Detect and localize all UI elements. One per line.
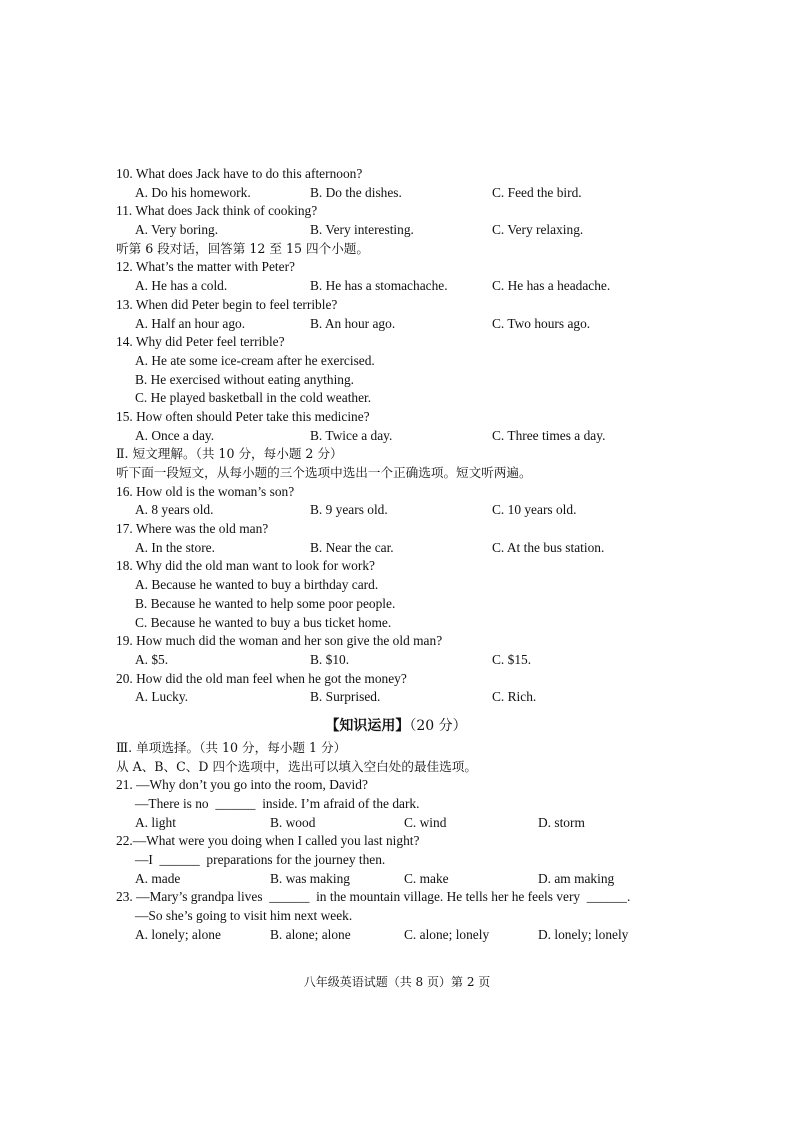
section-title-label: 【知识运用】 [325, 717, 410, 734]
section-score: （20 分） [409, 717, 467, 734]
question-stem: 19. How much did the woman and her son give the old man? [116, 633, 443, 649]
question-stem: 11. What does Jack think of cooking? [116, 203, 318, 219]
options-row [116, 315, 676, 334]
question-stem: 21. —Why don’t you go into the room, David? [116, 777, 368, 793]
option-c: C. Rich. [492, 689, 537, 705]
option-b: B. Surprised. [310, 689, 381, 705]
question-stem: 12. What’s the matter with Peter? [116, 259, 295, 275]
options-row [116, 501, 676, 520]
question-stem: 14. Why did Peter feel terrible? [116, 334, 285, 350]
option-c: C. Three times a day. [492, 427, 606, 443]
option-a: A. $5. [135, 651, 169, 667]
section-instruction: 听下面一段短文，从每小题的三个选项中选出一个正确选项。短文听两遍。 [116, 465, 532, 480]
question-stem: 20. How did the old man feel when he got the money? [116, 670, 407, 686]
options-row [116, 926, 676, 945]
option-a: A. Do his homework. [135, 184, 251, 200]
option-c: C. wind [404, 814, 447, 830]
option-a: A. lonely; alone [135, 926, 221, 942]
exam-page [116, 165, 676, 945]
option-b: B. Do the dishes. [310, 184, 402, 200]
option-b: B. $10. [310, 651, 350, 667]
question-stem: 17. Where was the old man? [116, 521, 269, 537]
option-a: A. Half an hour ago. [135, 315, 246, 331]
question-stem: 13. When did Peter begin to feel terrible? [116, 296, 338, 312]
section-title [116, 713, 676, 739]
option-c: C. make [404, 870, 449, 886]
section-heading: Ⅱ. 短文理解。（共 10 分，每小题 2 分） [116, 446, 343, 462]
option-b: B. He exercised without eating anything. [135, 371, 355, 387]
page-footer: 八年级英语试题（共 8 页）第 2 页 [303, 975, 491, 989]
option-c: C. At the bus station. [492, 539, 605, 555]
section-instruction: 从 A、B、C、D 四个选项中，选出可以填入空白处的最佳选项。 [116, 758, 477, 774]
options-row [116, 814, 676, 833]
section-heading: Ⅲ. 单项选择。（共 10 分，每小题 1 分） [116, 739, 347, 755]
option-b: B. was making [270, 870, 350, 886]
option-c: C. 10 years old. [492, 502, 577, 518]
option-b: B. alone; alone [270, 926, 351, 942]
question-stem: 16. How old is the woman’s son? [116, 483, 295, 499]
option-c: C. Two hours ago. [492, 315, 591, 331]
question-stem: 22.—What were you doing when I called you last night? [116, 833, 420, 849]
option-b: B. Because he wanted to help some poor people. [135, 595, 396, 611]
options-row [116, 184, 676, 203]
question-response: —There is no ______ inside. I’m afraid of the dark. [135, 796, 420, 811]
options-row [116, 688, 676, 707]
option-d: D. lonely; lonely [538, 926, 629, 942]
option-a: A. 8 years old. [135, 502, 214, 518]
option-a: A. Very boring. [135, 222, 219, 238]
option-a: A. Because he wanted to buy a birthday card. [135, 577, 379, 593]
options-row [116, 539, 676, 558]
options-row [116, 277, 676, 296]
option-a: A. Once a day. [135, 427, 215, 443]
option-c: C. He has a headache. [492, 278, 611, 294]
option-a: A. made [135, 870, 181, 886]
option-c: C. Because he wanted to buy a bus ticket home. [135, 614, 392, 630]
option-b: B. Very interesting. [310, 222, 414, 238]
question-stem: 23. —Mary’s grandpa lives ______ in the mountain village. He tells her he feels very ______. [116, 889, 631, 905]
option-b: B. An hour ago. [310, 315, 396, 331]
options-row [116, 427, 676, 446]
option-c: C. Very relaxing. [492, 222, 584, 238]
question-stem: 10. What does Jack have to do this afternoon? [116, 166, 363, 181]
option-c: C. Feed the bird. [492, 184, 582, 200]
question-stem: 15. How often should Peter take this medicine? [116, 408, 370, 424]
option-b: B. He has a stomachache. [310, 278, 448, 294]
option-b: B. 9 years old. [310, 502, 388, 518]
option-b: B. wood [270, 814, 316, 830]
option-a: A. Lucky. [135, 689, 189, 705]
option-c: C. He played basketball in the cold weather. [135, 390, 372, 406]
option-a: A. He has a cold. [135, 278, 228, 294]
option-a: A. He ate some ice-cream after he exercised. [135, 352, 375, 368]
option-b: B. Near the car. [310, 539, 394, 555]
options-row [116, 870, 676, 889]
dialogue-instruction: 听第 6 段对话，回答第 12 至 15 四个小题。 [116, 240, 369, 256]
question-response: —So she’s going to visit him next week. [135, 908, 353, 924]
option-d: D. storm [538, 814, 585, 830]
options-row [116, 221, 676, 240]
option-c: C. $15. [492, 651, 532, 667]
option-d: D. am making [538, 870, 615, 886]
question-response: —I ______ preparations for the journey then. [135, 852, 386, 868]
options-row [116, 651, 676, 670]
option-b: B. Twice a day. [310, 427, 393, 443]
option-a: A. In the store. [135, 539, 215, 555]
question-stem: 18. Why did the old man want to look for work? [116, 558, 375, 574]
option-a: A. light [135, 814, 176, 830]
option-c: C. alone; lonely [404, 926, 490, 942]
